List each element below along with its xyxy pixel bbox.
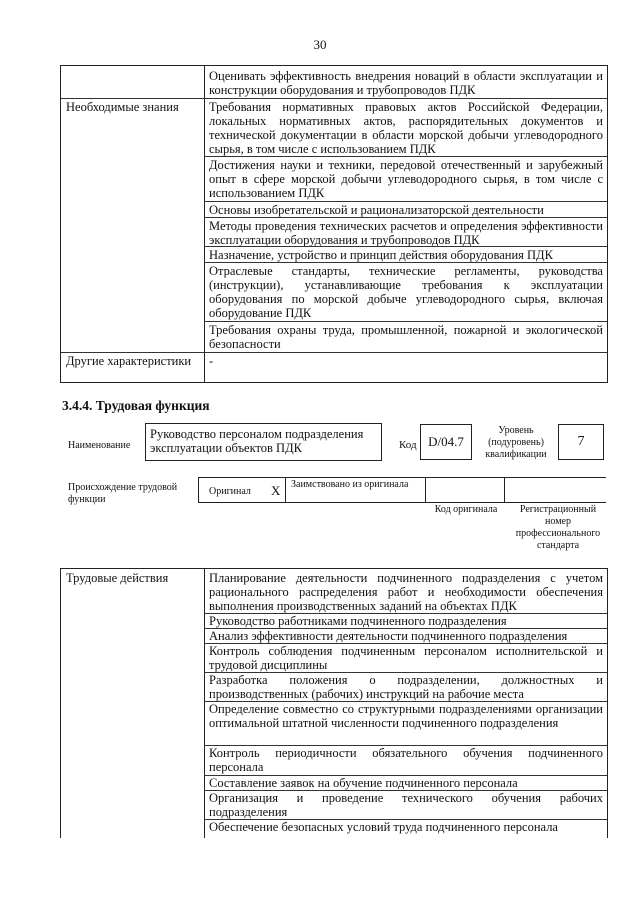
level-label: Уровень (подуровень) квалификации [485,425,547,460]
action-row: Планирование деятельности подчиненного подразделения с учетом рационального распределения работ и необходимости обеспечения выполнения производственных заданий на объектах ПДК [209,571,603,613]
knowledge-row: Достижения науки и техники, передовой отечественный и зарубежный опыт в сфере морской добычи углеводородного сырья, в том числе с использованием ПДК [209,158,603,200]
name-label: Наименование [68,440,131,451]
knowledge-row: Отраслевые стандарты, технические регламенты, руководства (инструкции), устанавливающие требования к эксплуатации оборудования по морской добыче углеводородного сырья, включая оборудование ПДК [209,264,603,320]
code-label: Код [399,439,417,451]
action-row: Анализ эффективности деятельности подчиненного подразделения [209,629,568,643]
actions-label: Трудовые действия [66,571,169,585]
action-row: Составление заявок на обучение подчиненного персонала [209,776,518,790]
action-row: Определение совместно со структурными подразделениями организации оптимальной штатной численности подчиненного подразделения [209,702,603,730]
actions-table [60,568,608,838]
borrowed-label: Заимствовано из оригинала [291,479,409,490]
action-row: Обеспечение безопасных условий труда подчиненного персонала [209,820,558,834]
action-row: Разработка положения о подразделении, должностных и производственных (рабочих) инструкций на рабочие места [209,673,603,701]
other-value: - [209,354,214,368]
action-row: Руководство работниками подчиненного подразделения [209,614,507,628]
other-label: Другие характеристики [66,354,192,368]
knowledge-label: Необходимые знания [66,100,179,114]
knowledge-row: Назначение, устройство и принцип действия оборудования ПДК [209,248,553,262]
function-code: D/04.7 [420,424,472,460]
code-original-label: Код оригинала [434,504,498,515]
original-label: Оригинал [209,486,251,497]
original-mark: X [271,483,281,498]
knowledge-table [60,65,608,383]
section-title: 3.4.4. Трудовая функция [62,398,210,413]
action-row: Контроль соблюдения подчиненным персоналом исполнительской и трудовой дисциплины [209,644,603,672]
function-name: Руководство персоналом подразделения эксплуатации объектов ПДК [145,423,382,461]
knowledge-row: Методы проведения технических расчетов и определения эффективности эксплуатации оборудования и трубопроводов ПДК [209,219,603,247]
action-row: Контроль периодичности обязательного обучения подчиненного персонала [209,746,603,774]
reg-number-label: Регистрационный номер профессионального стандарта [515,504,601,551]
knowledge-row: Основы изобретательской и рационализаторской деятельности [209,203,544,217]
level-value: 7 [558,424,604,460]
origin-box [198,477,426,503]
knowledge-row: Требования нормативных правовых актов Российской Федерации, локальных нормативных актов, распорядительных документов и технической документации в области морской добычи углеводородного сырья, в том числе с использованием ПДК [209,100,603,156]
origin-label: Происхождение трудовой функции [68,482,178,505]
skill-row: Оценивать эффективность внедрения новаций в области эксплуатации и конструкции оборудования и трубопроводов ПДК [209,69,603,97]
page-number: 30 [313,37,327,52]
knowledge-row: Требования охраны труда, промышленной, пожарной и экологической безопасности [209,323,603,351]
action-row: Организация и проведение технического обучения рабочих подразделения [209,791,603,819]
